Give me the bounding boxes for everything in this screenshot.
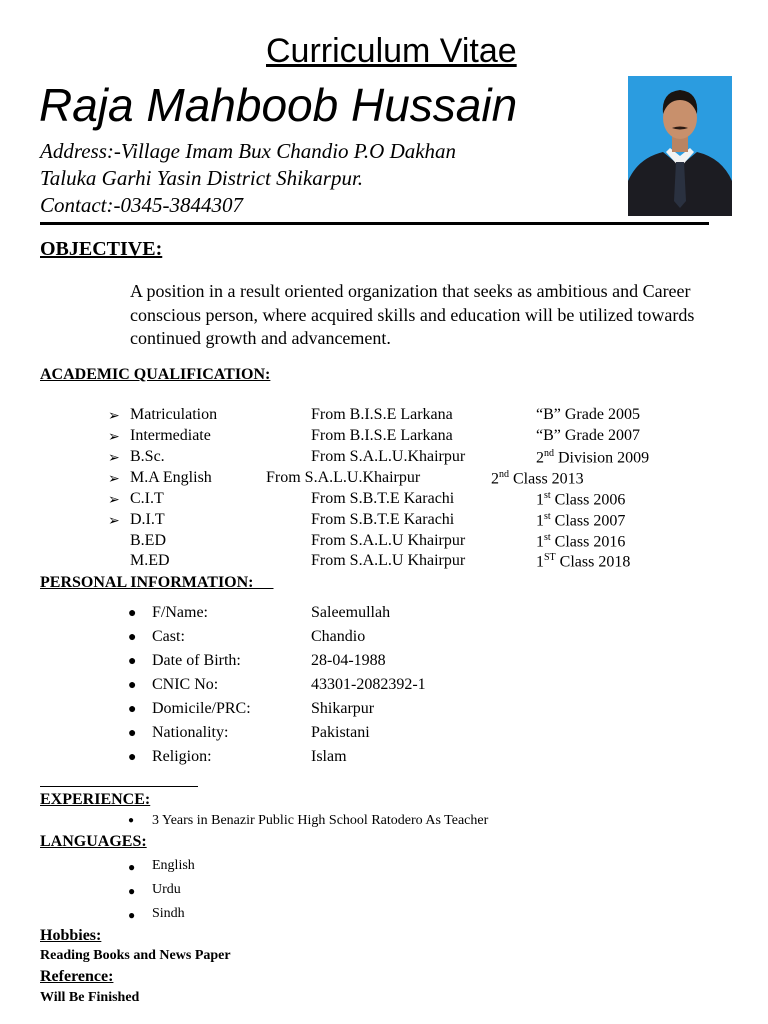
personal-label: CNIC No: bbox=[152, 676, 219, 693]
academic-institute: From S.A.L.U.Khairpur bbox=[311, 448, 466, 465]
personal-heading: PERSONAL INFORMATION: bbox=[40, 574, 254, 591]
experience-item: 3 Years in Benazir Public High School Ratodero As Teacher bbox=[152, 813, 489, 828]
academic-degree: M.A English bbox=[130, 469, 212, 486]
academic-grade: 2nd Class 2013 bbox=[491, 469, 584, 488]
personal-value: Saleemullah bbox=[311, 604, 391, 621]
language-item: Sindh bbox=[152, 906, 185, 921]
academic-degree: B.Sc. bbox=[130, 448, 165, 465]
personal-label: Domicile/PRC: bbox=[152, 700, 251, 717]
academic-grade: 2nd Division 2009 bbox=[536, 448, 650, 467]
academic-grade: 1st Class 2007 bbox=[536, 511, 626, 530]
academic-institute: From S.B.T.E Karachi bbox=[311, 490, 455, 507]
academic-institute: From S.A.L.U.Khairpur bbox=[266, 469, 421, 486]
dot-bullet-icon: ● bbox=[128, 750, 137, 765]
personal-label: Religion: bbox=[152, 748, 212, 765]
languages-heading: LANGUAGES: bbox=[40, 833, 147, 850]
academic-degree: C.I.T bbox=[130, 490, 164, 507]
dot-bullet-icon: ● bbox=[128, 884, 136, 898]
academic-degree: B.ED bbox=[130, 532, 166, 549]
academic-degree: D.I.T bbox=[130, 511, 165, 528]
experience-heading: EXPERIENCE: bbox=[40, 791, 151, 808]
section-divider bbox=[40, 786, 198, 787]
academic-institute: From B.I.S.E Larkana bbox=[311, 406, 453, 423]
reference-text: Will Be Finished bbox=[40, 990, 140, 1005]
dot-bullet-icon: ● bbox=[128, 702, 137, 717]
academic-degree: M.ED bbox=[130, 552, 170, 569]
personal-label: F/Name: bbox=[152, 604, 208, 621]
personal-value: Islam bbox=[311, 748, 347, 765]
dot-bullet-icon: ● bbox=[128, 815, 135, 826]
academic-grade: 1ST Class 2018 bbox=[536, 552, 631, 571]
academic-institute: From S.A.L.U Khairpur bbox=[311, 532, 466, 549]
dot-bullet-icon: ● bbox=[128, 860, 136, 874]
arrow-bullet-icon: ➢ bbox=[108, 451, 120, 466]
dot-bullet-icon: ● bbox=[128, 678, 137, 693]
arrow-bullet-icon: ➢ bbox=[108, 493, 120, 508]
arrow-bullet-icon: ➢ bbox=[108, 472, 120, 487]
header-divider bbox=[40, 222, 709, 225]
academic-heading: ACADEMIC QUALIFICATION: bbox=[40, 366, 271, 383]
academic-institute: From B.I.S.E Larkana bbox=[311, 427, 453, 444]
hobbies-text: Reading Books and News Paper bbox=[40, 948, 231, 963]
profile-photo bbox=[628, 76, 732, 216]
personal-label: Nationality: bbox=[152, 724, 229, 741]
academic-degree: Matriculation bbox=[130, 406, 218, 423]
address-line-2: Taluka Garhi Yasin District Shikarpur. bbox=[40, 166, 364, 190]
arrow-bullet-icon: ➢ bbox=[108, 514, 120, 529]
arrow-bullet-icon: ➢ bbox=[108, 430, 120, 445]
academic-grade: 1st Class 2006 bbox=[536, 490, 626, 509]
language-item: English bbox=[152, 858, 195, 873]
dot-bullet-icon: ● bbox=[128, 908, 136, 922]
dot-bullet-icon: ● bbox=[128, 726, 137, 741]
document-title: Curriculum Vitae bbox=[266, 32, 517, 70]
personal-value: Chandio bbox=[311, 628, 366, 645]
dot-bullet-icon: ● bbox=[128, 654, 137, 669]
academic-grade: 1st Class 2016 bbox=[536, 532, 626, 551]
personal-value: 43301-2082392-1 bbox=[311, 676, 426, 693]
hobbies-heading: Hobbies: bbox=[40, 927, 102, 944]
academic-grade: “B” Grade 2007 bbox=[536, 427, 640, 444]
arrow-bullet-icon: ➢ bbox=[108, 409, 120, 424]
academic-degree: Intermediate bbox=[130, 427, 211, 444]
personal-value: 28-04-1988 bbox=[311, 652, 386, 669]
academic-institute: From S.B.T.E Karachi bbox=[311, 511, 455, 528]
contact-line: Contact:-0345-3844307 bbox=[40, 193, 243, 217]
language-item: Urdu bbox=[152, 882, 181, 897]
dot-bullet-icon: ● bbox=[128, 630, 137, 645]
personal-value: Pakistani bbox=[311, 724, 370, 741]
candidate-name: Raja Mahboob Hussain bbox=[39, 79, 518, 131]
personal-value: Shikarpur bbox=[311, 700, 375, 717]
dot-bullet-icon: ● bbox=[128, 606, 137, 621]
academic-grade: “B” Grade 2005 bbox=[536, 406, 640, 423]
objective-heading: OBJECTIVE: bbox=[40, 238, 163, 260]
personal-label: Cast: bbox=[152, 628, 185, 645]
address-line-1: Address:-Village Imam Bux Chandio P.O Dakhan bbox=[40, 139, 457, 163]
academic-institute: From S.A.L.U Khairpur bbox=[311, 552, 466, 569]
reference-heading: Reference: bbox=[40, 968, 114, 985]
objective-text: A position in a result oriented organization that seeks as ambitious and Career conscious person, where acquired skills and education will be utilized towards continued growth and advancement. bbox=[130, 281, 695, 348]
personal-label: Date of Birth: bbox=[152, 652, 241, 669]
